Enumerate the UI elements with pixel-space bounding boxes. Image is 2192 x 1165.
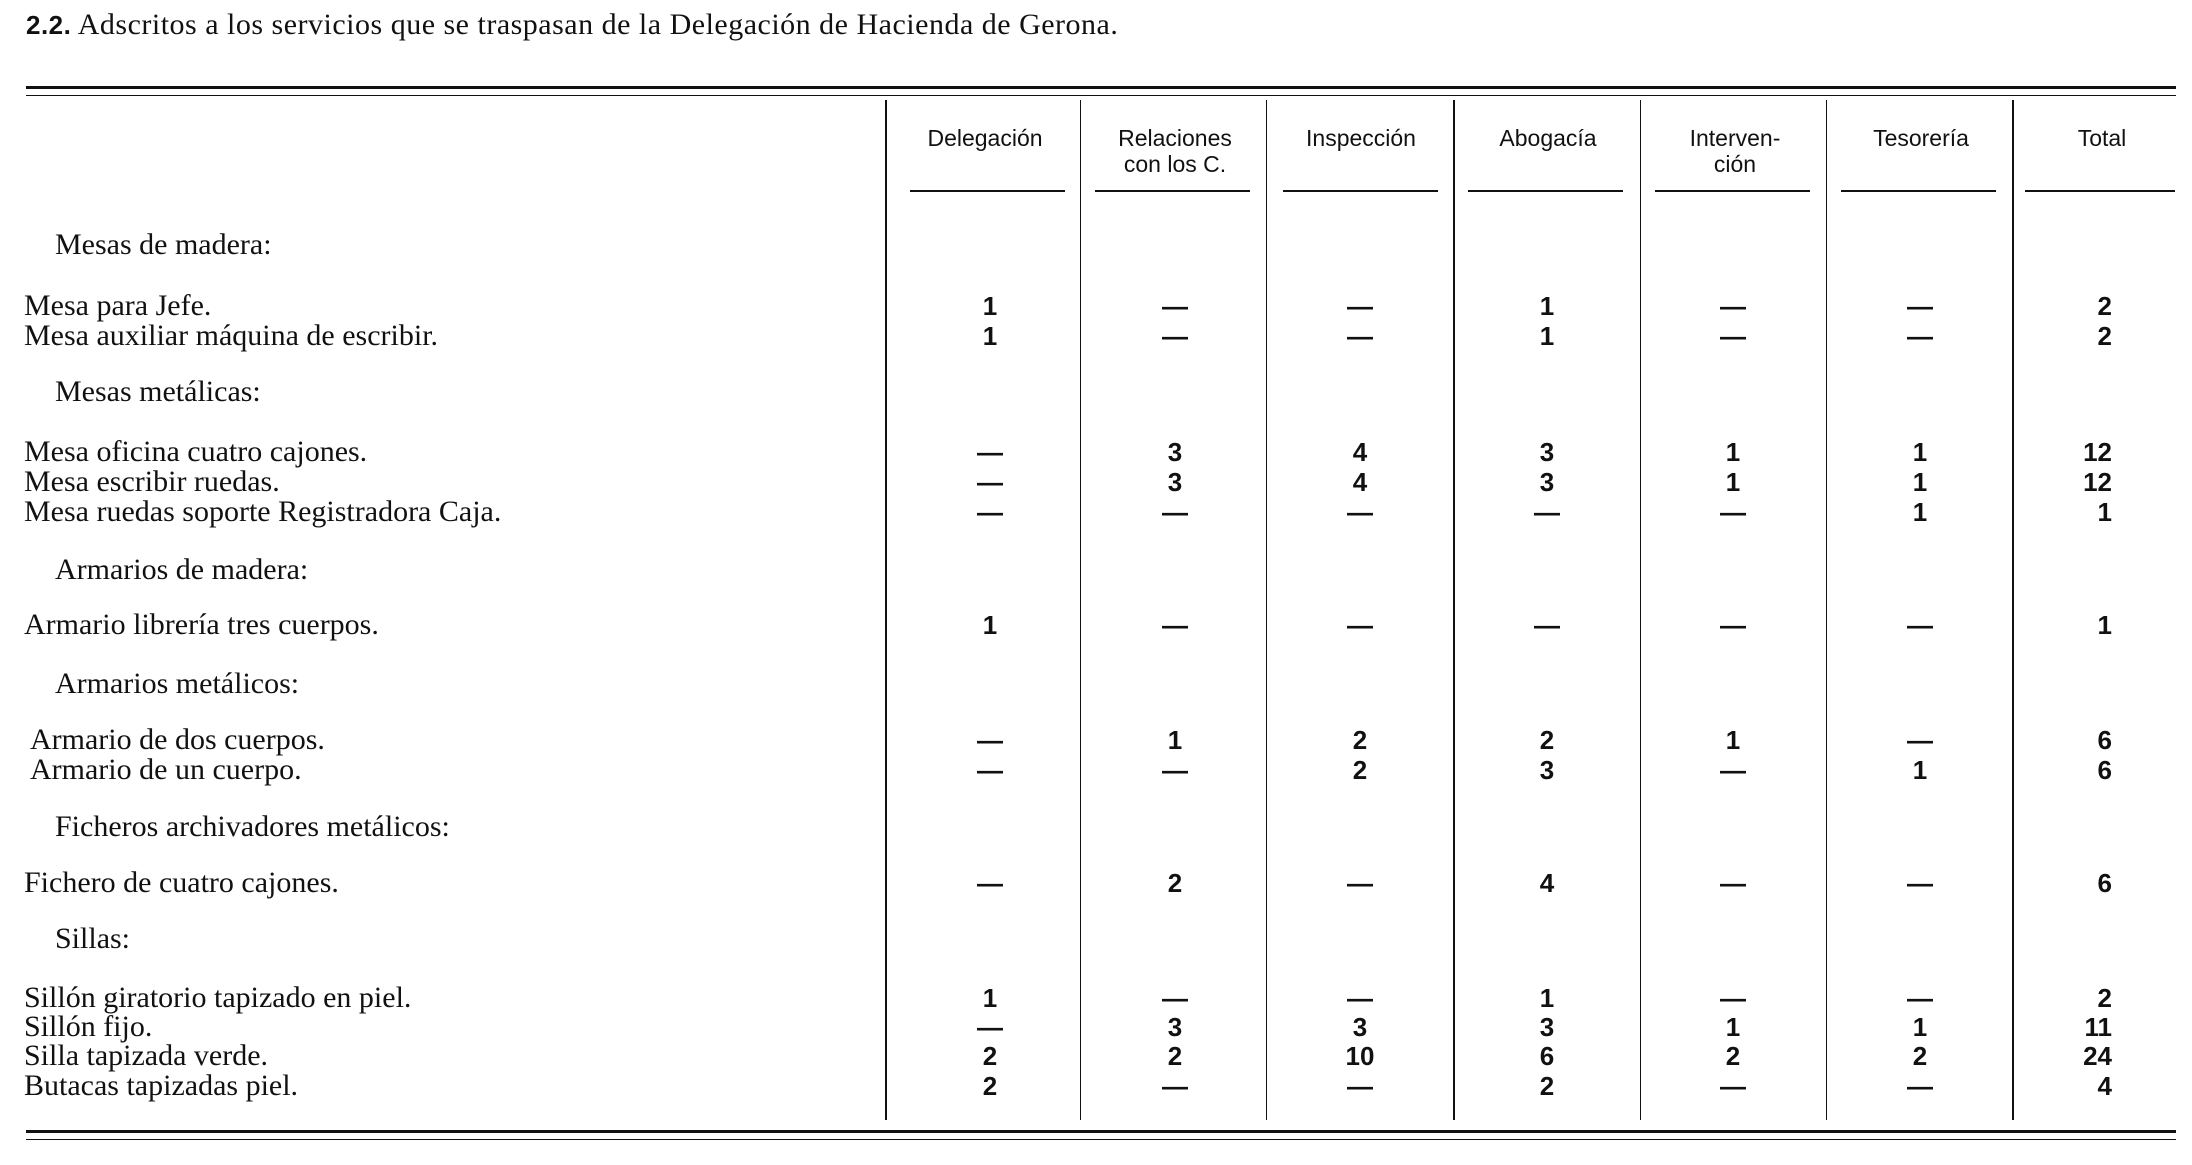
section-title-mesas-madera: Mesas de madera: <box>55 228 272 261</box>
cell-inspeccion: 3 <box>1352 1012 1368 1042</box>
cell-relaciones: — <box>1162 291 1188 321</box>
column-header-inspeccion: Inspección <box>1306 125 1416 151</box>
cell-tesoreria: 1 <box>1912 497 1928 527</box>
table-row <box>0 1071 2192 1101</box>
cell-inspeccion: 2 <box>1352 755 1368 785</box>
cell-tesoreria: 1 <box>1912 437 1928 467</box>
header-underline <box>1468 190 1623 192</box>
cell-relaciones: 3 <box>1167 467 1183 497</box>
cell-intervencion: — <box>1720 497 1746 527</box>
cell-delegacion: 1 <box>982 610 998 640</box>
row-label: Sillón fijo. <box>24 1010 153 1043</box>
cell-tesoreria: — <box>1907 983 1933 1013</box>
cell-inspeccion: — <box>1347 1071 1373 1101</box>
cell-intervencion: 1 <box>1725 1012 1741 1042</box>
cell-abogacia: 1 <box>1539 291 1555 321</box>
top-rule-thick <box>26 86 2176 89</box>
cell-relaciones: 1 <box>1167 725 1183 755</box>
cell-relaciones: — <box>1162 610 1188 640</box>
cell-inspeccion: 4 <box>1352 467 1368 497</box>
row-label: Mesa ruedas soporte Registradora Caja. <box>24 495 502 528</box>
cell-intervencion: 2 <box>1725 1041 1741 1071</box>
table-row <box>0 725 2192 755</box>
cell-total: 2 <box>2097 291 2112 321</box>
column-header-total: Total <box>2077 125 2127 151</box>
cell-total: 6 <box>2097 868 2112 898</box>
header-underline <box>910 190 1065 192</box>
row-label: Sillón giratorio tapizado en piel. <box>24 981 412 1014</box>
cell-tesoreria: — <box>1907 321 1933 351</box>
cell-intervencion: — <box>1720 1071 1746 1101</box>
cell-relaciones: — <box>1162 983 1188 1013</box>
row-label: Mesa auxiliar máquina de escribir. <box>24 319 439 352</box>
cell-tesoreria: — <box>1907 868 1933 898</box>
cell-abogacia: 1 <box>1539 983 1555 1013</box>
cell-intervencion: — <box>1720 983 1746 1013</box>
table-row <box>0 291 2192 321</box>
cell-tesoreria: — <box>1907 1071 1933 1101</box>
cell-tesoreria: — <box>1907 725 1933 755</box>
table-row <box>0 1012 2192 1042</box>
cell-total: 12 <box>2083 467 2112 497</box>
cell-inspeccion: — <box>1347 291 1373 321</box>
cell-relaciones: 3 <box>1167 1012 1183 1042</box>
cell-tesoreria: 1 <box>1912 467 1928 497</box>
cell-delegacion: — <box>977 868 1003 898</box>
table-row <box>0 497 2192 527</box>
table-row <box>0 755 2192 785</box>
header-underline <box>1655 190 1810 192</box>
row-label: Armario librería tres cuerpos. <box>24 608 379 641</box>
cell-total: 12 <box>2083 437 2112 467</box>
cell-relaciones: 2 <box>1167 868 1183 898</box>
cell-tesoreria: 2 <box>1912 1041 1928 1071</box>
section-heading <box>26 8 1118 42</box>
cell-abogacia: 6 <box>1539 1041 1555 1071</box>
row-label: Mesa oficina cuatro cajones. <box>24 435 368 468</box>
header-underline <box>2025 190 2175 192</box>
column-header-delegacion: Delegación <box>927 125 1043 151</box>
cell-relaciones: — <box>1162 497 1188 527</box>
table-row <box>0 467 2192 497</box>
cell-inspeccion: — <box>1347 321 1373 351</box>
cell-abogacia: 4 <box>1539 868 1555 898</box>
cell-delegacion: 1 <box>982 983 998 1013</box>
cell-inspeccion: — <box>1347 610 1373 640</box>
cell-delegacion: 2 <box>982 1071 998 1101</box>
cell-total: 6 <box>2097 725 2112 755</box>
row-label: Mesa para Jefe. <box>24 289 212 322</box>
cell-intervencion: 1 <box>1725 725 1741 755</box>
cell-inspeccion: — <box>1347 983 1373 1013</box>
cell-total: 11 <box>2084 1012 2112 1042</box>
cell-total: 2 <box>2097 983 2112 1013</box>
cell-total: 2 <box>2097 321 2112 351</box>
section-title-sillas: Sillas: <box>55 922 131 955</box>
bottom-rule-thin <box>26 1139 2176 1140</box>
header-underline <box>1283 190 1438 192</box>
cell-delegacion: — <box>977 437 1003 467</box>
cell-tesoreria: 1 <box>1912 1012 1928 1042</box>
column-header-relaciones: Relaciones con los C. <box>1118 125 1232 177</box>
cell-abogacia: 1 <box>1539 321 1555 351</box>
column-header-intervencion: Interven- ción <box>1689 125 1781 177</box>
cell-intervencion: — <box>1720 291 1746 321</box>
cell-intervencion: — <box>1720 610 1746 640</box>
top-rule-thin <box>26 95 2176 96</box>
cell-inspeccion: 10 <box>1345 1041 1375 1071</box>
cell-abogacia: — <box>1534 497 1560 527</box>
row-label: Silla tapizada verde. <box>24 1039 269 1072</box>
cell-total: 1 <box>2097 497 2112 527</box>
cell-total: 1 <box>2097 610 2112 640</box>
cell-abogacia: 2 <box>1539 1071 1555 1101</box>
cell-intervencion: 1 <box>1725 437 1741 467</box>
cell-relaciones: 3 <box>1167 437 1183 467</box>
cell-intervencion: — <box>1720 321 1746 351</box>
cell-abogacia: 2 <box>1539 725 1555 755</box>
cell-total: 6 <box>2097 755 2112 785</box>
row-label: Mesa escribir ruedas. <box>24 465 280 498</box>
cell-abogacia: 3 <box>1539 467 1555 497</box>
cell-abogacia: 3 <box>1539 437 1555 467</box>
column-header-abogacia: Abogacía <box>1499 125 1597 151</box>
cell-total: 24 <box>2083 1041 2112 1071</box>
cell-delegacion: — <box>977 755 1003 785</box>
row-label: Armario de un cuerpo. <box>30 753 302 786</box>
header-underline <box>1095 190 1250 192</box>
table-row <box>0 868 2192 898</box>
cell-delegacion: — <box>977 497 1003 527</box>
table-row <box>0 610 2192 640</box>
cell-delegacion: — <box>977 725 1003 755</box>
section-title: Adscritos a los servicios que se traspasan de la Delegación de Hacienda de Gerona. <box>77 8 1119 41</box>
cell-tesoreria: — <box>1907 291 1933 321</box>
section-title-armarios-metalicos: Armarios metálicos: <box>55 667 300 700</box>
cell-tesoreria: 1 <box>1912 755 1928 785</box>
row-label: Fichero de cuatro cajones. <box>24 866 339 899</box>
table-row <box>0 1041 2192 1071</box>
header-underline <box>1841 190 1996 192</box>
bottom-rule-thick <box>26 1130 2176 1133</box>
cell-inspeccion: 4 <box>1352 437 1368 467</box>
cell-delegacion: — <box>977 1012 1003 1042</box>
section-title-armarios-madera: Armarios de madera: <box>55 553 309 586</box>
section-title-ficheros: Ficheros archivadores metálicos: <box>55 810 450 843</box>
cell-delegacion: 2 <box>982 1041 998 1071</box>
cell-inspeccion: 2 <box>1352 725 1368 755</box>
column-header-tesoreria: Tesorería <box>1873 125 1969 151</box>
cell-relaciones: 2 <box>1167 1041 1183 1071</box>
cell-delegacion: 1 <box>982 321 998 351</box>
cell-intervencion: — <box>1720 868 1746 898</box>
cell-abogacia: 3 <box>1539 1012 1555 1042</box>
cell-abogacia: 3 <box>1539 755 1555 785</box>
cell-delegacion: 1 <box>982 291 998 321</box>
cell-relaciones: — <box>1162 755 1188 785</box>
cell-relaciones: — <box>1162 1071 1188 1101</box>
cell-inspeccion: — <box>1347 868 1373 898</box>
section-number: 2.2. <box>26 10 72 40</box>
table-row <box>0 983 2192 1013</box>
cell-tesoreria: — <box>1907 610 1933 640</box>
cell-delegacion: — <box>977 467 1003 497</box>
cell-total: 4 <box>2097 1071 2112 1101</box>
cell-inspeccion: — <box>1347 497 1373 527</box>
cell-abogacia: — <box>1534 610 1560 640</box>
cell-intervencion: — <box>1720 755 1746 785</box>
row-label: Butacas tapizadas piel. <box>24 1069 299 1102</box>
row-label: Armario de dos cuerpos. <box>30 723 325 756</box>
table-row <box>0 321 2192 351</box>
section-title-mesas-metalicas: Mesas metálicas: <box>55 375 261 408</box>
cell-intervencion: 1 <box>1725 467 1741 497</box>
cell-relaciones: — <box>1162 321 1188 351</box>
table-row <box>0 437 2192 467</box>
